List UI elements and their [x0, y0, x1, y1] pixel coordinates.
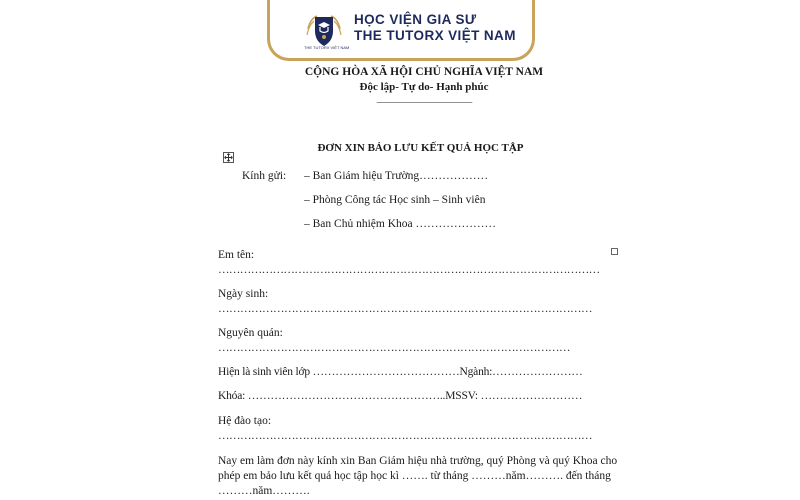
table-move-handle-icon[interactable] — [223, 152, 234, 163]
motto: Độc lập- Tự do- Hạnh phúc — [359, 81, 489, 93]
nation-heading: CỘNG HÒA XÃ HỘI CHỦ NGHĨA VIỆT NAM — [304, 66, 544, 78]
training-dots: ………………………………………………………………………………………… — [218, 430, 592, 442]
logo-title-line1: HỌC VIỆN GIA SƯ — [354, 12, 477, 27]
recipient-item: – Ban Giám hiệu Trường……………… — [304, 170, 489, 182]
dob-label: Ngày sinh: — [218, 288, 269, 300]
name-dots: …………………………………………………………………………………………… — [218, 264, 600, 276]
name-label: Em tên: — [218, 249, 255, 261]
recipients-label: Kính gửi: — [242, 170, 287, 182]
logo-small-caption: THE TUTORX VIỆT NAM — [304, 45, 350, 50]
class-line: Hiện là sinh viên lớp …………………………………Ngành:…………………… — [218, 366, 583, 378]
hometown-label: Nguyên quán: — [218, 327, 283, 339]
faculty-line: Khóa: ……………………………………………..MSSV: ……………………… — [218, 390, 583, 402]
dob-dots: ………………………………………………………………………………………… — [218, 303, 592, 315]
request-paragraph: Nay em làm đơn này kính xin Ban Giám hiệu nhà trường, quý Phòng và quý Khoa cho phép em bảo lưu kết quả học tập học kì ……. từ tháng ………năm………. đến tháng ………năm………. — [218, 455, 618, 497]
document-title: ĐƠN XIN BẢO LƯU KẾT QUẢ HỌC TẬP — [317, 142, 524, 154]
shield-logo-icon — [305, 13, 343, 49]
recipient-item: – Phòng Công tác Học sinh – Sinh viên — [304, 194, 486, 206]
motto-underline: ___________________________ — [376, 94, 472, 104]
logo-title-line2: THE TUTORX VIỆT NAM — [354, 28, 516, 43]
hometown-dots: …………………………………………………………………………………… — [218, 342, 570, 354]
table-resize-handle[interactable] — [611, 248, 618, 255]
training-label: Hệ đào tạo: — [218, 415, 272, 427]
recipient-item: – Ban Chủ nhiệm Khoa ………………… — [304, 218, 496, 230]
